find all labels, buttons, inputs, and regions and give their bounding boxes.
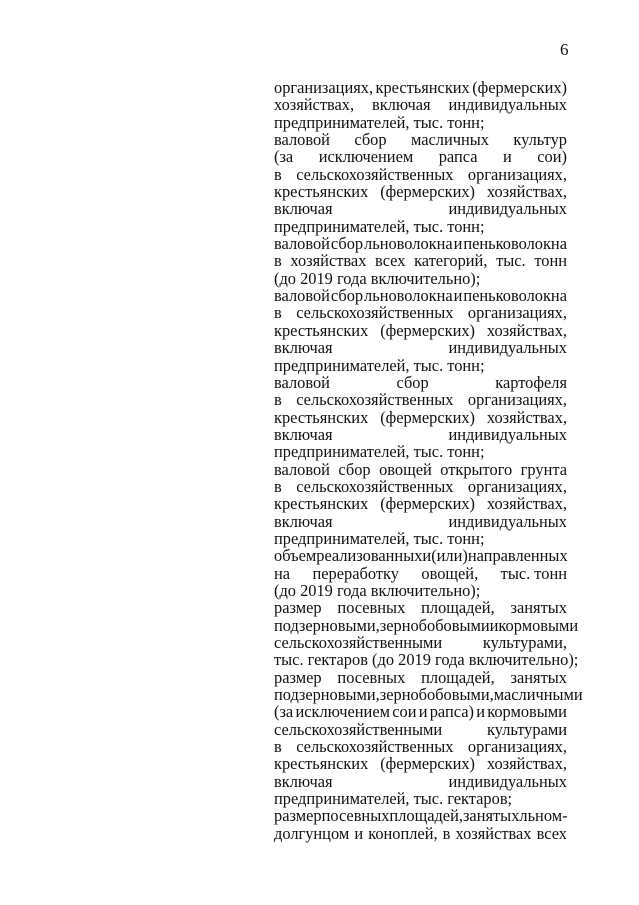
text-word: индивидуальных — [448, 771, 567, 791]
text-word: в — [274, 737, 282, 757]
text-word: валовой — [274, 130, 330, 150]
text-word: (фермерских) — [380, 494, 475, 514]
text-word: зернобобовыми, — [379, 685, 494, 705]
text-word: размер — [274, 667, 322, 687]
text-word: объем — [274, 546, 317, 566]
text-word: в — [274, 164, 282, 184]
text-line — [274, 634, 567, 651]
text-word: площадей, — [421, 667, 495, 687]
text-line — [274, 738, 567, 755]
text-line — [274, 426, 567, 443]
text-word: включая — [371, 95, 431, 115]
text-line — [274, 547, 567, 564]
body-text — [274, 78, 583, 843]
text-word: направленных — [467, 546, 568, 566]
text-line — [274, 443, 567, 460]
text-word: и — [476, 702, 485, 722]
text-word: предпринимателей, тыс. гектаров; — [274, 789, 513, 809]
text-line — [274, 790, 567, 807]
text-word: занятых — [462, 806, 520, 826]
text-word: всех — [375, 251, 406, 271]
text-line — [274, 79, 567, 96]
text-line — [274, 183, 567, 200]
text-word: индивидуальных — [448, 511, 567, 531]
text-word: крестьянских — [274, 320, 369, 340]
text-line — [274, 582, 567, 599]
text-word: посевных — [337, 667, 406, 687]
text-word: валовой — [274, 459, 330, 479]
text-word: масличными — [493, 685, 583, 705]
text-word: исключением — [295, 702, 390, 722]
text-line — [274, 513, 567, 530]
text-word: тыс. гектаров (до 2019 года включительно); — [274, 650, 579, 670]
text-word: и — [418, 702, 428, 722]
text-word: организациях, — [467, 390, 567, 410]
text-line — [274, 166, 567, 183]
text-word: сельскохозяйственными — [274, 633, 443, 652]
text-word: в — [274, 303, 282, 323]
text-word: в — [274, 476, 282, 496]
text-line — [274, 530, 567, 547]
text-word: и — [489, 615, 499, 635]
text-word: сбор — [330, 234, 364, 254]
text-line — [274, 685, 583, 705]
text-word: и — [453, 234, 463, 254]
text-line — [274, 565, 567, 582]
text-word: всех — [536, 823, 567, 843]
text-word: и — [354, 823, 364, 843]
text-word: (или) — [431, 546, 468, 566]
text-line — [274, 721, 567, 738]
text-word: в — [274, 390, 282, 410]
text-word: сельскохозяйственных — [296, 303, 454, 323]
text-line — [274, 114, 567, 131]
text-word: пеньковолокна — [463, 286, 567, 306]
text-word: и — [502, 147, 512, 167]
text-line — [274, 200, 567, 217]
text-word: крестьянских — [274, 407, 369, 427]
text-word: хозяйствах, — [274, 95, 355, 115]
text-word: занятых — [510, 667, 567, 687]
text-word: категорий, — [414, 251, 488, 271]
text-word: переработку — [312, 563, 399, 583]
text-word: включая — [274, 424, 333, 444]
text-word: организациях, — [467, 737, 567, 757]
text-word: в — [442, 823, 451, 843]
text-word: (фермерских) — [380, 407, 475, 427]
text-word: включая — [274, 199, 333, 219]
text-line — [274, 599, 567, 616]
text-word: на — [274, 563, 291, 583]
text-line — [274, 304, 567, 321]
text-line — [274, 322, 567, 339]
text-line — [274, 773, 567, 790]
text-word: исключением — [318, 147, 414, 167]
page-number: 6 — [560, 40, 569, 59]
text-word: под — [274, 615, 299, 635]
text-word: площадей, — [421, 598, 495, 618]
text-word: посевных — [337, 598, 406, 618]
text-word: организациях, — [274, 78, 374, 97]
text-line — [274, 148, 567, 165]
text-word: крестьянских — [274, 494, 369, 514]
text-word: и — [453, 286, 463, 306]
text-word: (до 2019 года включительно); — [274, 268, 481, 288]
text-word: овощей — [379, 459, 432, 479]
text-word: размер — [274, 598, 322, 618]
text-word: тонн — [534, 251, 567, 271]
text-word: организациях, — [467, 303, 567, 323]
text-word: (за — [274, 702, 294, 722]
text-word: рапса — [438, 147, 478, 167]
text-word: льноволокна — [364, 234, 453, 254]
text-word: крестьянских — [274, 754, 369, 774]
text-word: индивидуальных — [448, 199, 567, 219]
text-word: сельскохозяйственными — [274, 719, 443, 739]
text-line — [274, 252, 567, 269]
text-word: коноплей, — [368, 823, 438, 843]
text-line — [274, 650, 579, 670]
text-line — [274, 825, 567, 842]
text-word: сбор — [354, 130, 387, 150]
text-line — [274, 391, 567, 408]
text-word: культурами — [487, 719, 567, 739]
text-word: зерновыми, — [298, 685, 380, 705]
text-word: включая — [274, 338, 333, 358]
text-word: сбор — [330, 286, 364, 306]
text-word: предпринимателей, тыс. тонн; — [274, 112, 485, 132]
text-line — [274, 409, 567, 426]
text-word: индивидуальных — [448, 424, 567, 444]
text-word: организациях, — [467, 476, 567, 496]
text-word: предпринимателей, тыс. тонн; — [274, 442, 485, 462]
text-word: площадей, — [389, 806, 463, 826]
text-line — [274, 755, 567, 772]
text-word: грунта — [520, 459, 567, 479]
text-word: индивидуальных — [448, 338, 567, 358]
text-word: сои) — [537, 147, 567, 167]
text-line — [274, 478, 567, 495]
text-word: (фермерских) — [380, 320, 475, 340]
text-word: сельскохозяйственных — [296, 476, 454, 496]
text-word: (фермерских) — [380, 182, 475, 202]
text-word: картофеля — [495, 372, 567, 392]
text-word: (фермерских) — [380, 754, 475, 774]
text-word: культурами, — [482, 633, 567, 652]
text-line — [274, 495, 567, 512]
text-word: открытого — [440, 459, 513, 479]
text-word: хозяйствах, — [486, 320, 567, 340]
text-word: долгунцом — [274, 823, 350, 843]
text-line — [274, 374, 567, 391]
text-word: сбор — [396, 372, 429, 392]
text-word: сельскохозяйственных — [296, 164, 454, 184]
text-word: крестьянских — [375, 78, 470, 97]
text-word: посевных — [321, 806, 390, 826]
text-word: включая — [274, 511, 333, 531]
text-word: льном- — [519, 806, 568, 826]
text-line — [274, 615, 579, 635]
text-word: сельскохозяйственных — [296, 390, 454, 410]
text-word: размер — [274, 806, 322, 826]
text-word: предпринимателей, тыс. тонн; — [274, 216, 485, 236]
text-word: овощей, — [421, 563, 479, 583]
text-word: валовой — [274, 372, 330, 392]
text-line — [274, 339, 567, 356]
text-word: сельскохозяйственных — [296, 737, 454, 757]
text-word: культур — [513, 130, 567, 150]
text-word: тыс. тонн — [500, 563, 567, 583]
text-word: валовой — [274, 286, 330, 306]
text-line — [274, 270, 567, 287]
text-word: занятых — [510, 598, 567, 618]
text-word: организациях, — [467, 164, 567, 184]
text-line — [274, 669, 567, 686]
text-word: предпринимателей, тыс. тонн; — [274, 355, 485, 375]
text-word: рапса) — [429, 702, 474, 722]
text-word: масличных — [410, 130, 489, 150]
text-word: (фермерских) — [472, 78, 567, 97]
text-line — [274, 235, 567, 252]
text-word: хозяйствах, — [486, 494, 567, 514]
text-line — [274, 357, 567, 374]
text-word: предпринимателей, тыс. тонн; — [274, 528, 485, 548]
text-word: тыс. — [496, 251, 526, 271]
text-word: кормовыми — [498, 615, 579, 635]
text-word: зерновыми, — [298, 615, 380, 635]
text-line — [274, 807, 567, 824]
text-word: кормовыми — [487, 702, 567, 722]
text-word: сои — [392, 702, 417, 722]
text-word: хозяйствах, — [486, 407, 567, 427]
text-line — [274, 703, 567, 720]
text-word: включая — [274, 771, 333, 791]
text-word: под — [274, 685, 299, 705]
text-word: и — [422, 546, 432, 566]
text-word: хозяйствах — [290, 251, 367, 271]
text-word: зернобобовыми — [379, 615, 490, 635]
text-word: хозяйствах, — [486, 182, 567, 202]
text-word: (до 2019 года включительно); — [274, 580, 481, 600]
text-word: (за — [274, 147, 294, 167]
text-line — [274, 131, 567, 148]
text-word: индивидуальных — [448, 95, 567, 115]
text-line — [274, 96, 567, 113]
text-word: крестьянских — [274, 182, 369, 202]
text-line — [274, 218, 567, 235]
text-word: хозяйствах — [455, 823, 532, 843]
text-word: реализованных — [316, 546, 423, 566]
text-word: валовой — [274, 234, 330, 254]
text-word: льноволокна — [364, 286, 453, 306]
text-word: хозяйствах, — [486, 754, 567, 774]
text-line — [274, 461, 567, 478]
text-line — [274, 287, 567, 304]
text-word: сбор — [338, 459, 371, 479]
text-word: пеньковолокна — [463, 234, 567, 254]
text-word: в — [274, 251, 282, 271]
